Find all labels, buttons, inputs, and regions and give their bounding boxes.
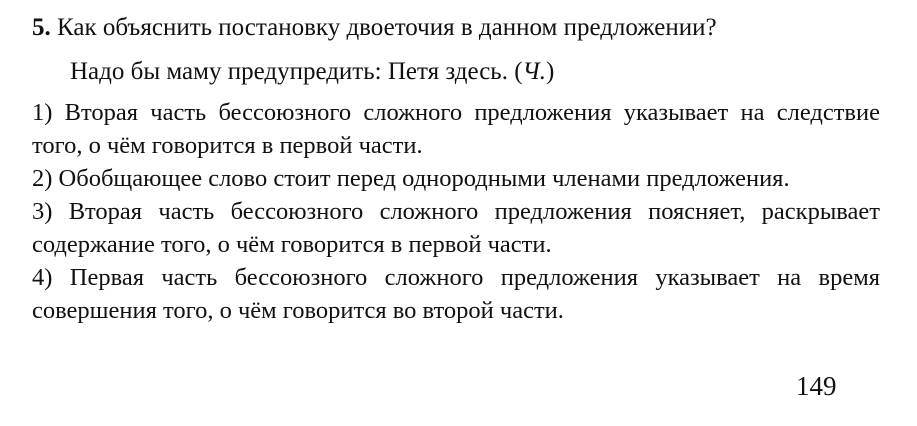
answer-option-3: 3) Вторая часть бессоюзного сложного предложения поясняет, раскрывает содержание того, о чём говорится в первой части. (32, 198, 880, 258)
author-paren-close: ) (546, 58, 555, 85)
question (32, 12, 717, 44)
answer-options (32, 96, 880, 327)
example-sentence-block (70, 56, 554, 88)
answer-option-1: 1) Вторая часть бессоюзного сложного предложения указывает на следствие того, о чём говорится в первой части. (32, 99, 880, 159)
answer-option-2: 2) Обобщающее слово стоит перед однородными членами предложения. (32, 165, 790, 192)
page-number: 149 (796, 371, 837, 401)
question-text: Как объяснить постановку двоеточия в данном предложении? (57, 14, 717, 41)
example-author: Ч. (522, 58, 547, 85)
author-paren-open: ( (514, 58, 523, 85)
example-sentence: Надо бы маму предупредить: Петя здесь. (70, 58, 508, 85)
question-number: 5. (32, 14, 51, 41)
answer-option-4: 4) Первая часть бессоюзного сложного предложения указывает на время совершения того, о чём говорится во второй части. (32, 264, 880, 324)
